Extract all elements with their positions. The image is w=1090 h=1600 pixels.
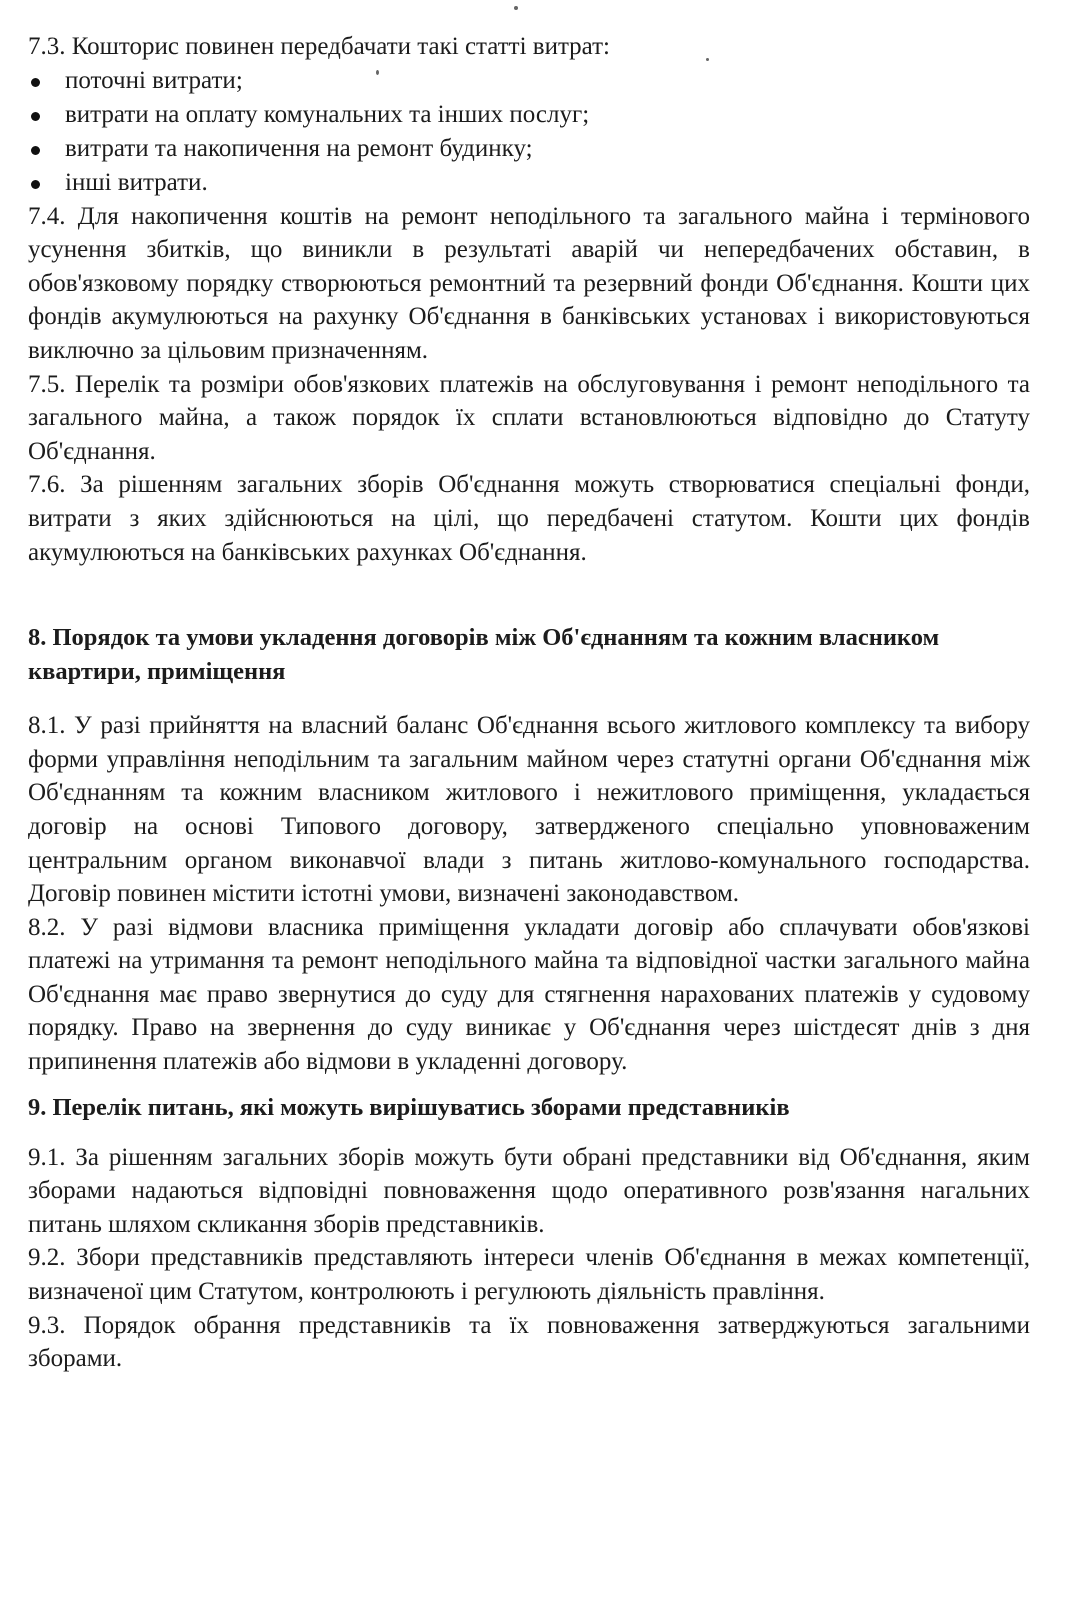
- paragraph-9-3: 9.3. Порядок обрання представників та їх повноваження затверджуються загальними зборами.: [28, 1311, 1030, 1373]
- list-item: поточні витрати;: [28, 64, 1030, 98]
- paragraph-7-6: 7.6. За рішенням загальних зборів Об'єднання можуть створюватися спеціальні фонди, витрати з яких здійснюються на цілі, що передбачені статутом. Кошти цих фондів акумулюються на банківських рахунках Об'єднання.: [28, 471, 1030, 566]
- document-body: [28, 30, 1030, 1376]
- paragraph-8-1: 8.1. У разі прийняття на власний баланс Об'єднання всього житлового комплексу та вибору форми управління неподільним та загальним майном через статутні органи Об'єднання між Об'єднанням та кожним власником житлового і нежитлового приміщення, укладається договір на основі Типового договору, затвердженого спеціально уповноваженим центральним органом виконавчої влади з питань житлово-комунального господарства. Договір повинен містити істотні умови, визначені законодавством.: [28, 712, 1030, 908]
- section-8-heading: 8. Порядок та умови укладення договорів між Об'єднанням та кожним власником квартири, приміщення: [28, 624, 940, 686]
- paragraph-7-3: 7.3. Кошторис повинен передбачати такі статті витрат:: [28, 33, 610, 60]
- list-item: витрати та накопичення на ремонт будинку;: [28, 132, 1030, 166]
- scan-speck: [514, 6, 518, 10]
- paragraph-9-2: 9.2. Збори представників представляють інтереси членів Об'єднання в межах компетенції, визначеної цим Статутом, контролюють і регулюють діяльність правління.: [28, 1244, 1030, 1306]
- expense-items-list: [28, 64, 1030, 200]
- list-item: інші витрати.: [28, 166, 1030, 200]
- section-9-heading: 9. Перелік питань, які можуть вирішуватись зборами представників: [28, 1093, 790, 1121]
- list-item: витрати на оплату комунальних та інших послуг;: [28, 98, 1030, 132]
- paragraph-8-2: 8.2. У разі відмови власника приміщення укладати договір або сплачувати обов'язкові платежі на утримання та ремонт неподільного майна та відповідної частки загального майна Об'єднання має право звернутися до суду для стягнення нарахованих платежів у судовому порядку. Право на звернення до суду виникає у Об'єднання через шістдесят днів з дня припинення платежів або відмови в укладенні договору.: [28, 913, 1030, 1076]
- paragraph-7-4: 7.4. Для накопичення коштів на ремонт неподільного та загального майна і термінового усунення збитків, що виникли в результаті аварій чи непередбачених обставин, в обов'язковому порядку створюються ремонтний та резервний фонди Об'єднання. Кошти цих фондів акумулюються на рахунку Об'єднання в банківських установах і використовуються виключно за цільовим призначенням.: [28, 202, 1030, 364]
- paragraph-9-1: 9.1. За рішенням загальних зборів можуть бути обрані представники від Об'єднання, яким зборами надаються відповідні повноваження щодо оперативного розв'язання нагальних питань шляхом скликання зборів представників.: [28, 1143, 1030, 1238]
- paragraph-7-5: 7.5. Перелік та розміри обов'язкових платежів на обслуговування і ремонт неподільного та загального майна, а також порядок їх сплати встановлюються відповідно до Статуту Об'єднання.: [28, 370, 1030, 465]
